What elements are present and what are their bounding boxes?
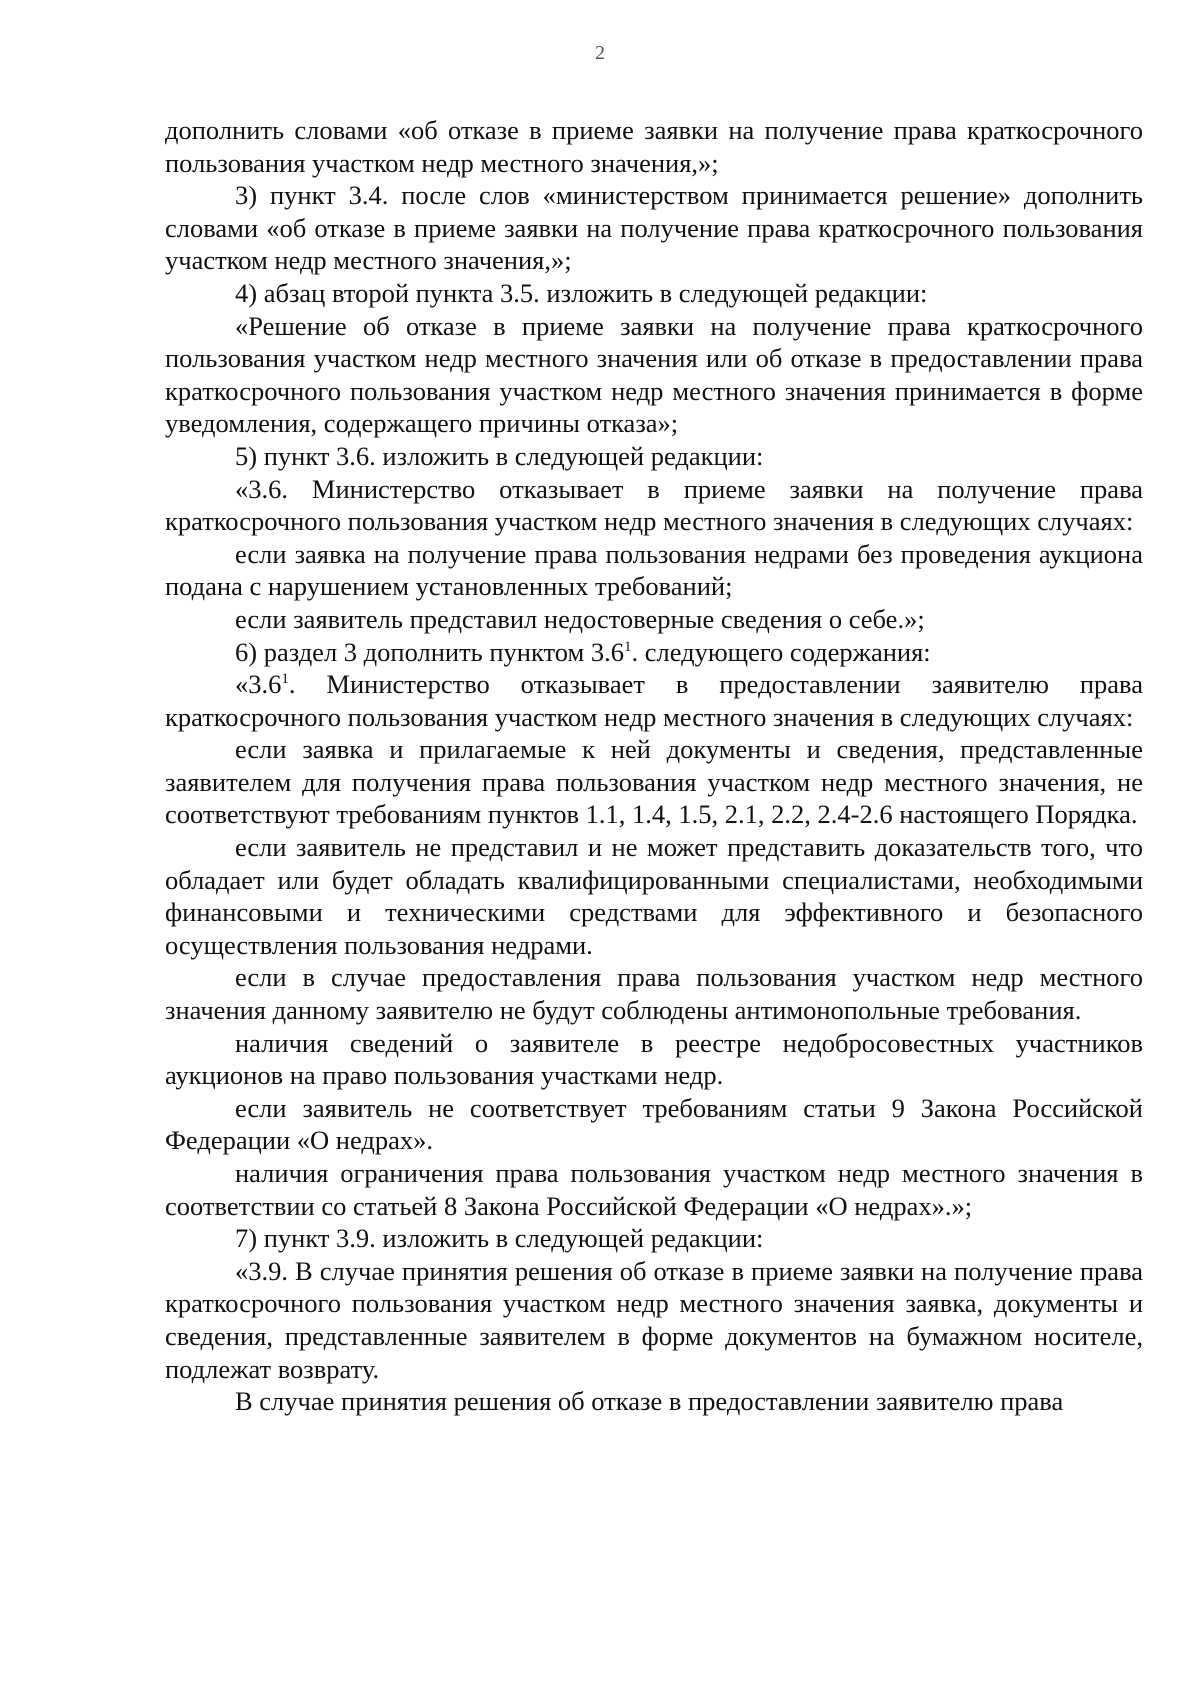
- paragraph: если в случае предоставления права пользования участком недр местного значения данному заявителю не будут соблюдены антимонопольные требования.: [165, 962, 1143, 1026]
- paragraph: наличия сведений о заявителе в реестре недобросовестных участников аукционов на право пользования участками недр.: [165, 1027, 1143, 1091]
- paragraph: если заявка и прилагаемые к ней документы и сведения, представленные заявителем для получения права пользования участком недр местного значения, не соответствуют требованиям пунктов 1.1, 1.4, 1.5, 2.1, 2.2, 2.4-2.6 настоящего Порядка.: [165, 734, 1143, 830]
- paragraph: [165, 636, 1143, 669]
- paragraph: 5) пункт 3.6. изложить в следующей редакции:: [235, 440, 764, 471]
- paragraph: если заявитель представил недостоверные сведения о себе.»;: [235, 603, 925, 634]
- paragraph: наличия ограничения права пользования участком недр местного значения в соответствии со статьей 8 Закона Российской Федерации «О недрах».»;: [165, 1158, 1143, 1221]
- page-number: 2: [595, 42, 605, 64]
- paragraph-text-before: «3.6: [235, 669, 282, 700]
- paragraph: 4) абзац второй пункта 3.5. изложить в следующей редакции:: [235, 277, 928, 308]
- paragraph: если заявитель не соответствует требованиям статьи 9 Закона Российской Федерации «О недрах».: [165, 1092, 1143, 1156]
- paragraph: «3.6. Министерство отказывает в приеме заявки на получение права краткосрочного пользования участком недр местного значения в следующих случаях:: [165, 473, 1143, 537]
- paragraph: [165, 668, 1143, 733]
- superscript: 1: [281, 671, 289, 688]
- paragraph: В случае принятия решения об отказе в предоставлении заявителю права: [235, 1386, 1064, 1417]
- paragraph: если заявитель не представил и не может представить доказательств того, что обладает или будет обладать квалифицированными специалистами, необходимыми финансовыми и техническими средствами для эффективного и безопасного осуществления пользования недрами.: [165, 832, 1143, 960]
- paragraph: «Решение об отказе в приеме заявки на получение права краткосрочного пользования участком недр местного значения или об отказе в предоставлении права краткосрочного пользования участком недр местного значения принимается в форме уведомления, содержащего причины отказа»;: [165, 310, 1143, 439]
- paragraph: если заявка на получение права пользования недрами без проведения аукциона подана с нарушением установленных требований;: [165, 538, 1143, 602]
- paragraph: 3) пункт 3.4. после слов «министерством принимается решение» дополнить словами «об отказе в приеме заявки на получение права краткосрочного пользования участком недр местного значения,»;: [165, 180, 1143, 276]
- paragraph: «3.9. В случае принятия решения об отказе в приеме заявки на получение права краткосрочного пользования участком недр местного значения заявка, документы и сведения, представленные заявителем в форме документов на бумажном носителе, подлежат возврату.: [165, 1255, 1143, 1384]
- document-body: [165, 114, 1143, 1418]
- paragraph: 7) пункт 3.9. изложить в следующей редакции:: [235, 1223, 764, 1254]
- superscript: 1: [624, 638, 632, 655]
- paragraph: дополнить словами «об отказе в приеме заявки на получение права краткосрочного пользования участком недр местного значения,»;: [165, 115, 1143, 178]
- paragraph-text-after: . Министерство отказывает в предоставлении заявителю права краткосрочного пользования участком недр местного значения в следующих случаях:: [165, 669, 1143, 732]
- paragraph-text-after: . следующего содержания:: [631, 636, 931, 667]
- paragraph-text-before: 6) раздел 3 дополнить пунктом 3.6: [235, 636, 624, 667]
